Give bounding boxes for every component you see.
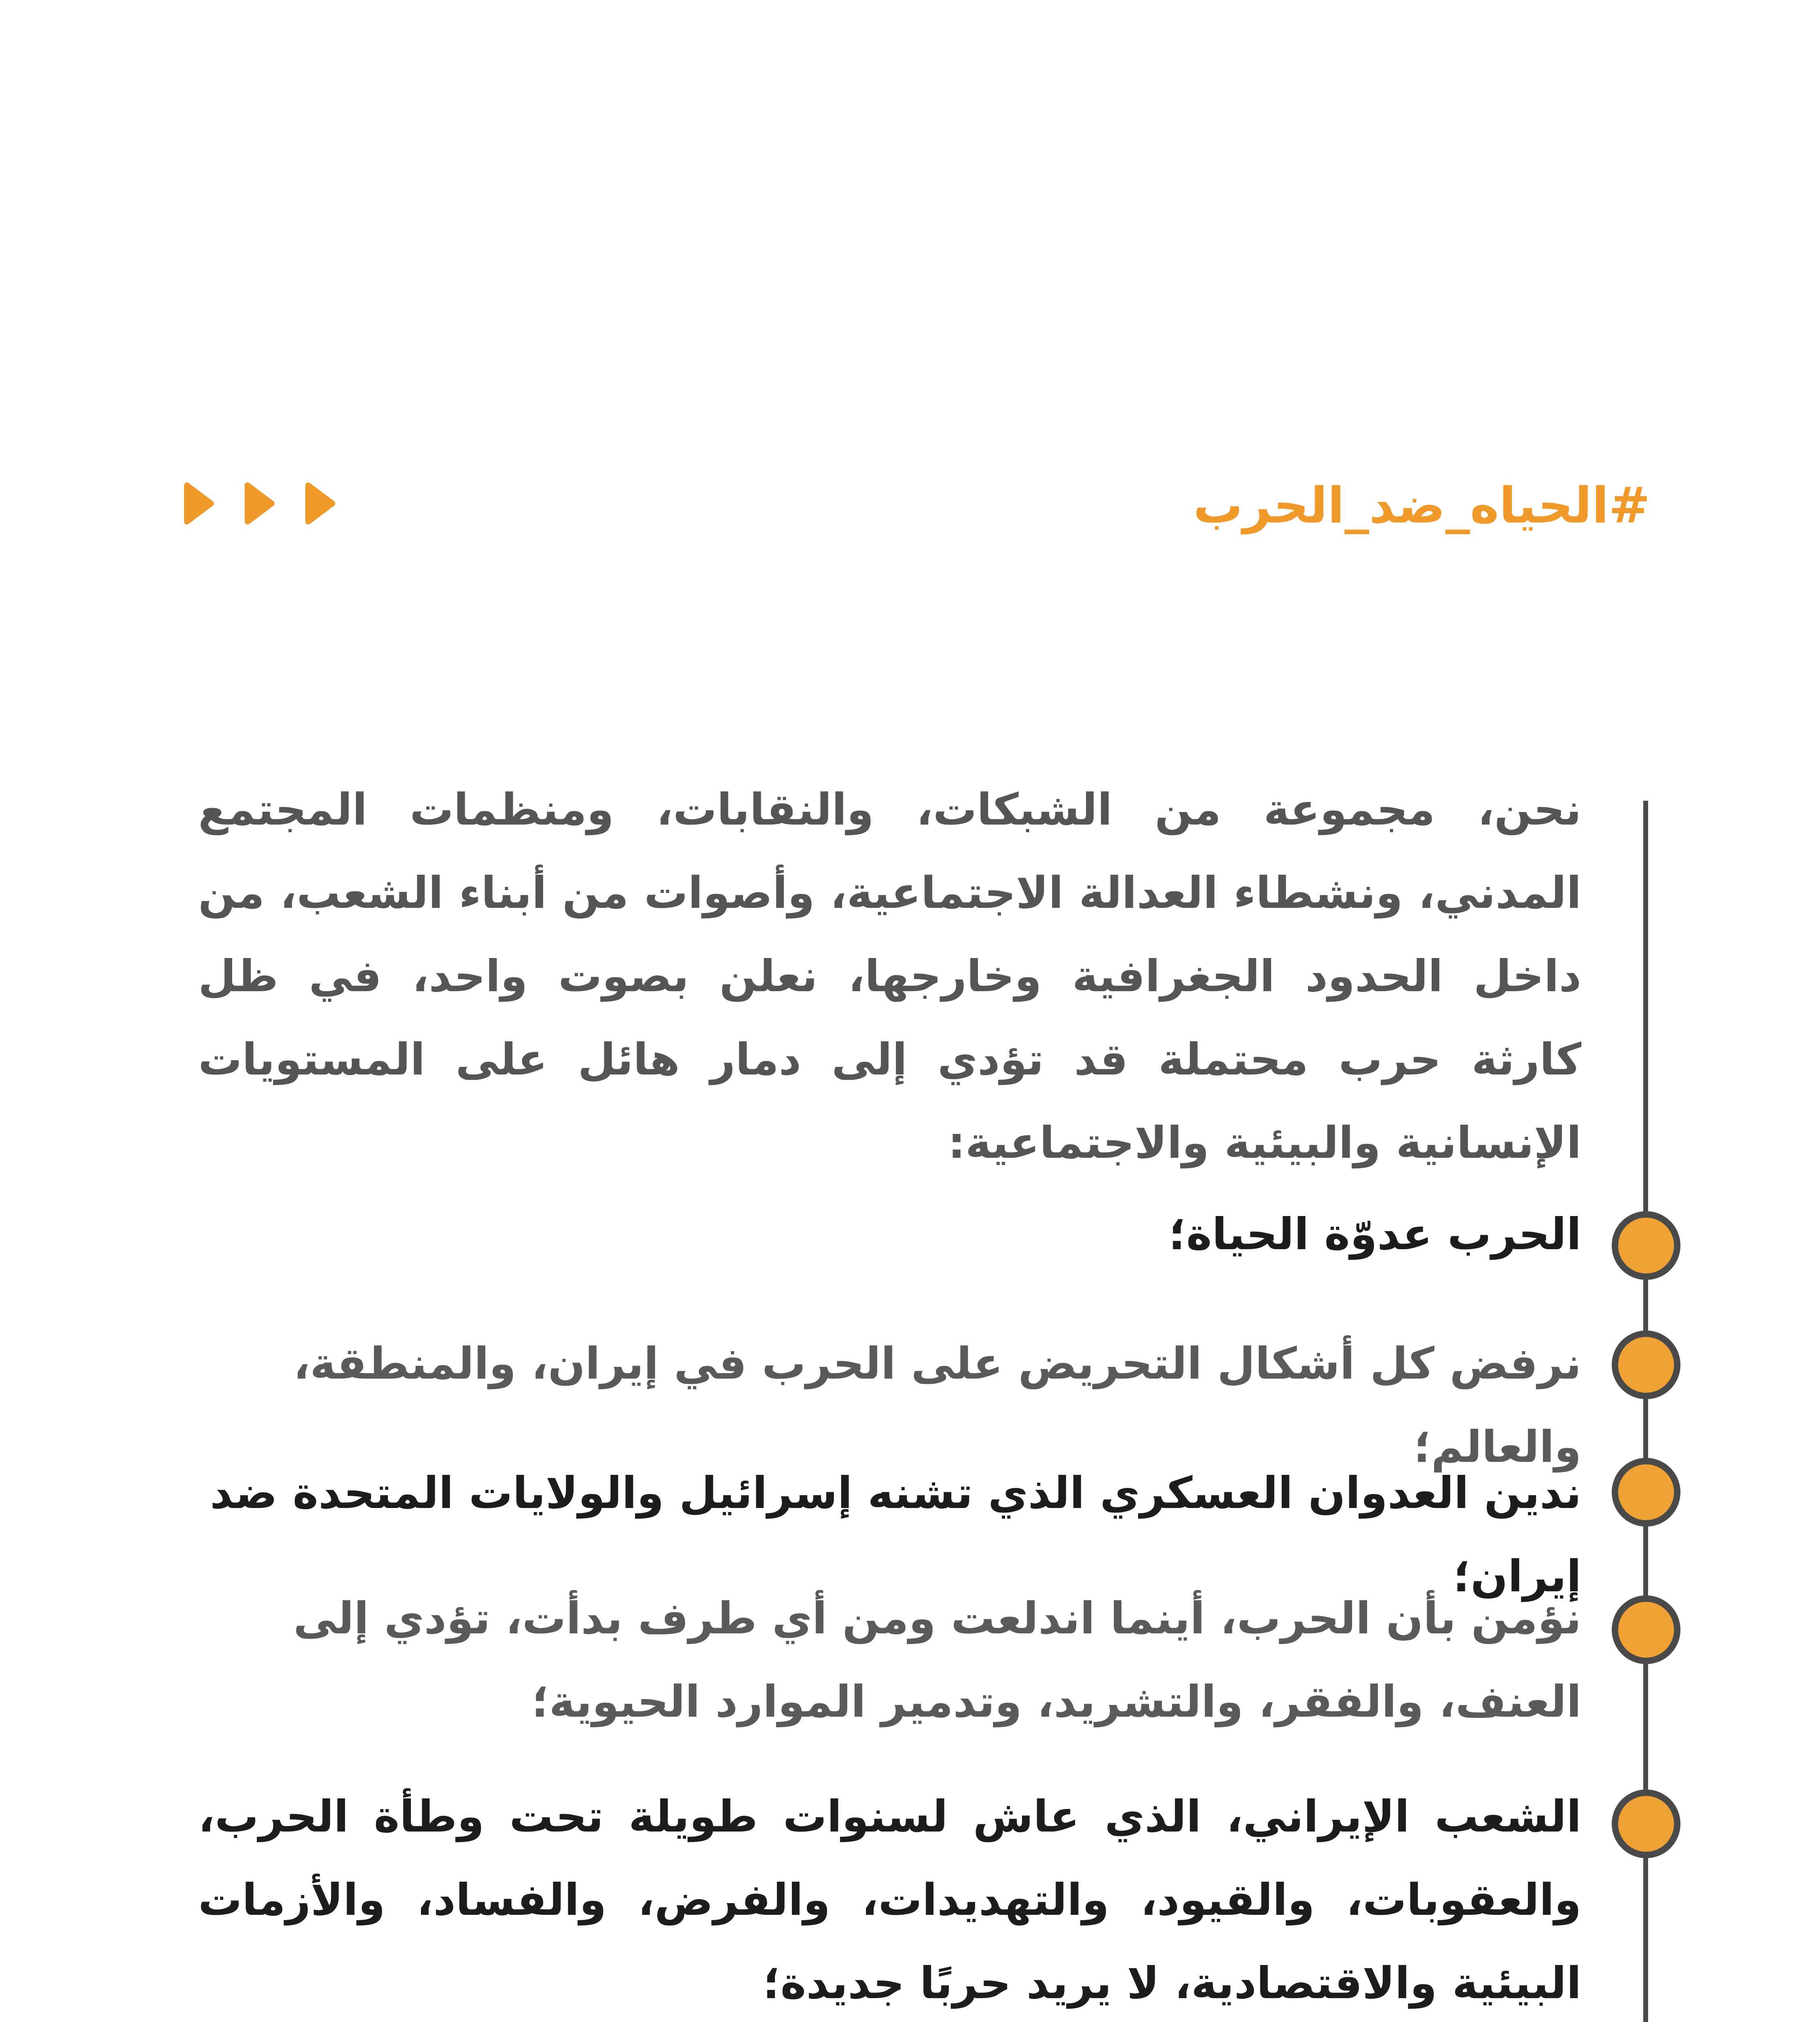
point-1: الحرب عدوّة الحياة؛: [1168, 1209, 1581, 1260]
intro-paragraph: نحن، مجموعة من الشبكات، والنقابات، ومنظمات المجتمع المدني، ونشطاء العدالة الاجتماعية، وأصوات من أبناء الشعب، من داخل الحدود الجغرافية وخارجها، نعلن بصوت واحد، في ظل كارثة حرب محتملة قد تؤدي إلى دمار هائل على المستويات الإنسانية والبيئية والاجتماعية:: [198, 785, 1581, 1168]
point-4: نؤمن بأن الحرب، أينما اندلعت ومن أي طرف بدأت، تؤدي إلى العنف، والفقر، والتشريد، وتدمير الموارد الحيوية؛: [293, 1593, 1581, 1727]
timeline-dot: [1612, 1211, 1680, 1280]
timeline-dot: [1612, 1595, 1680, 1664]
arrows-group: [182, 481, 344, 530]
point-2: نرفض كل أشكال التحريض على الحرب في إيران، والمنطقة، والعالم؛: [293, 1339, 1581, 1472]
timeline-dot: [1612, 1458, 1680, 1527]
point-5: الشعب الإيراني، الذي عاش لسنوات طويلة تحت وطأة الحرب، والعقوبات، والقيود، والتهديدات، والفرض، والفساد، والأزمات البيئية والاقتصادية، لا يريد حربًا جديدة؛: [198, 1791, 1581, 2009]
hashtag-title: #الحياه_ضد_الحرب: [1193, 477, 1650, 534]
play-arrow-icon: [182, 481, 344, 526]
timeline-dot: [1612, 1330, 1680, 1399]
timeline-dot: [1612, 1789, 1680, 1858]
point-3: ندين العدوان العسكري الذي تشنه إسرائيل والولايات المتحدة ضد إيران؛: [210, 1468, 1581, 1602]
